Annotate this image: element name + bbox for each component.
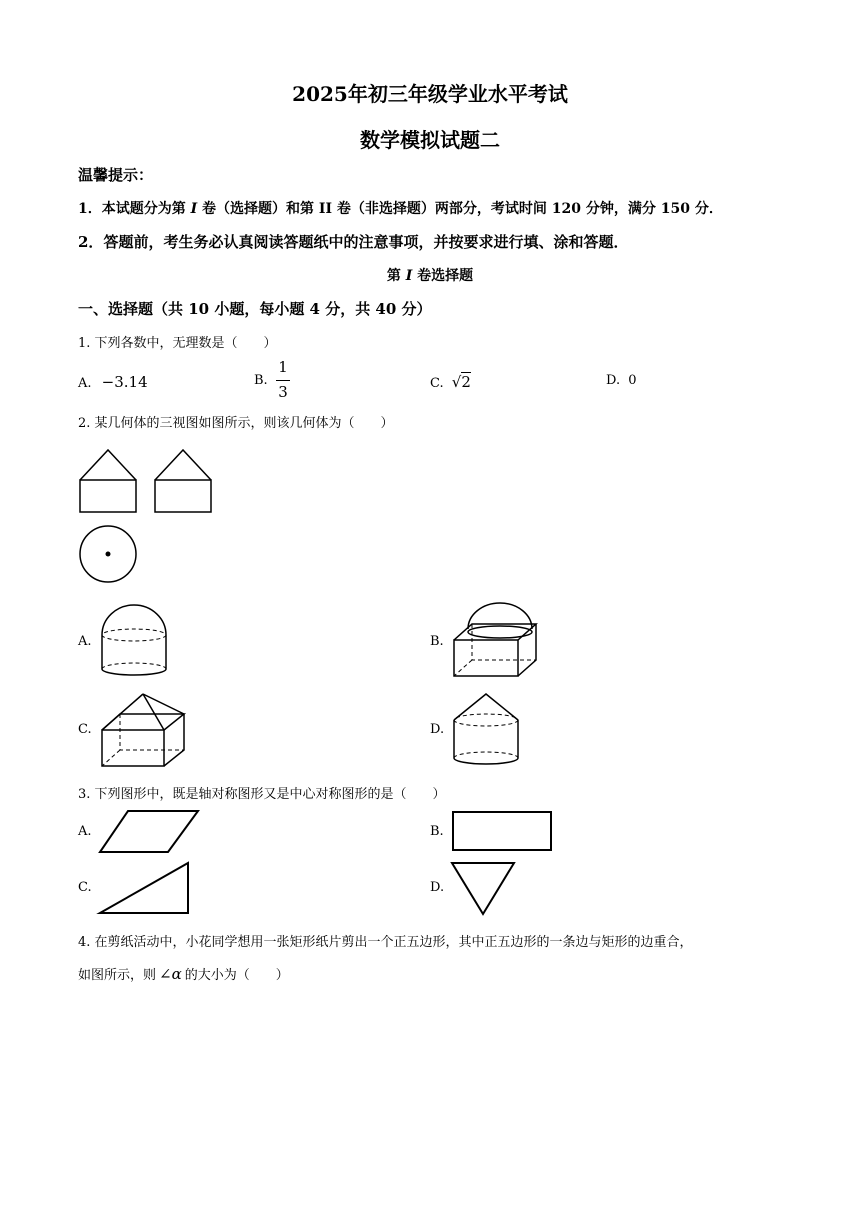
three-view-figure xyxy=(78,448,218,588)
radicand: 2 xyxy=(461,373,471,391)
cube-hidden-edges xyxy=(472,624,536,660)
question-4-stem-line-2 xyxy=(78,964,289,983)
question-3-stem: 3. 下列图形中，既是轴对称图形又是中心对称图形的是（ ） xyxy=(78,787,446,802)
exam-title: 2025年初三年级学业水平考试 xyxy=(292,82,568,106)
cylinder-bottom-front xyxy=(454,758,518,764)
cuboid-with-pyramid-figure xyxy=(100,690,186,768)
cuboid-hidden-edge xyxy=(102,750,120,766)
q2-option-b-label: B. xyxy=(430,634,444,649)
q3-option-c-label: C. xyxy=(78,880,92,895)
tip-item-1 xyxy=(78,198,723,218)
angle-alpha: ∠α xyxy=(159,965,182,983)
tip-italic: I xyxy=(190,201,198,217)
front-view-rect xyxy=(80,480,136,512)
cube-hidden-edge xyxy=(454,660,472,676)
side-view-roof xyxy=(155,450,211,480)
tips-heading: 温馨提示： xyxy=(78,166,154,184)
stem-text: 的大小为（ ） xyxy=(184,968,289,983)
cube-front-face xyxy=(454,640,518,676)
tip-number: 2． xyxy=(78,233,104,251)
q1-option-a xyxy=(78,373,148,391)
q2-option-c-label: C. xyxy=(78,722,92,737)
part-heading-text: 第 xyxy=(386,268,406,284)
cylinder-top-ellipse xyxy=(454,714,518,726)
question-2-stem: 2. 某几何体的三视图如图所示，则该几何体为（ ） xyxy=(78,416,394,431)
q1-option-c xyxy=(430,373,471,391)
q3-option-a-label: A. xyxy=(78,824,92,839)
option-label: D. xyxy=(606,373,621,388)
question-1-stem: 1. 下列各数中，无理数是（ ） xyxy=(78,336,277,351)
cuboid-hidden-edges xyxy=(120,714,184,750)
inverted-triangle-figure xyxy=(450,861,518,919)
tip-text: 答题前，考生务必认真阅读答题纸中的注意事项，并按要求进行填、涂和答题． xyxy=(103,233,629,251)
section-heading: 一、选择题（共 10 小题，每小题 4 分，共 40 分） xyxy=(78,300,432,318)
fraction-denominator: 3 xyxy=(278,383,288,401)
q2-option-a-label: A. xyxy=(78,634,92,649)
option-label: A. xyxy=(78,376,92,391)
cylinder-bottom-back xyxy=(454,752,518,758)
fraction-bar xyxy=(276,380,290,381)
q1-option-b-label: B. xyxy=(254,373,268,388)
radical-sign: √ xyxy=(451,373,462,391)
tip-item-2 xyxy=(78,231,628,252)
tip-number: 1． xyxy=(78,201,102,217)
parallelogram-shape xyxy=(100,811,198,852)
right-triangle-figure xyxy=(98,861,194,917)
side-view-rect xyxy=(155,480,211,512)
option-value: 0 xyxy=(628,373,637,388)
q1-option-d xyxy=(606,373,637,388)
stem-text: 如图所示，则 xyxy=(78,968,157,983)
cylinder-with-hemisphere-figure xyxy=(100,603,170,678)
cylinder-top-ellipse xyxy=(102,629,166,641)
hemisphere-arc xyxy=(468,603,532,629)
cylinder-bottom-front xyxy=(102,669,166,675)
q2-option-d-label: D. xyxy=(430,722,445,737)
part-heading-italic: I xyxy=(405,268,413,284)
part-heading-text: 卷选择题 xyxy=(412,268,474,284)
option-label: C. xyxy=(430,376,444,391)
q3-option-b-label: B. xyxy=(430,824,444,839)
tip-text: 卷（选择题）和第 II 卷（非选择题）两部分，考试时间 120 分钟，满分 150 分． xyxy=(197,201,723,217)
inverted-triangle-shape xyxy=(452,863,514,914)
tip-text: 本试题分为第 xyxy=(101,201,191,217)
cylinder-with-cone-figure xyxy=(452,692,522,770)
q3-option-d-label: D. xyxy=(430,880,445,895)
exam-subtitle: 数学模拟试题二 xyxy=(360,128,500,152)
top-view-center xyxy=(106,552,111,557)
right-triangle-shape xyxy=(100,863,188,913)
cylinder-bottom-back xyxy=(102,663,166,669)
option-value: −3.14 xyxy=(101,373,148,391)
part-heading xyxy=(0,265,860,285)
fraction-numerator: 1 xyxy=(278,358,288,376)
cube-with-hemisphere-figure xyxy=(452,602,542,680)
cuboid-front-face xyxy=(102,730,164,766)
parallelogram-figure xyxy=(98,809,202,855)
cuboid-top-face xyxy=(102,714,184,730)
question-4-stem-line-1: 4. 在剪纸活动中，小花同学想用一张矩形纸片剪出一个正五边形，其中正五边形的一条边与矩形的边重合， xyxy=(78,935,693,950)
rectangle-figure xyxy=(452,810,554,852)
rectangle-shape xyxy=(453,812,551,850)
front-view-roof xyxy=(80,450,136,480)
